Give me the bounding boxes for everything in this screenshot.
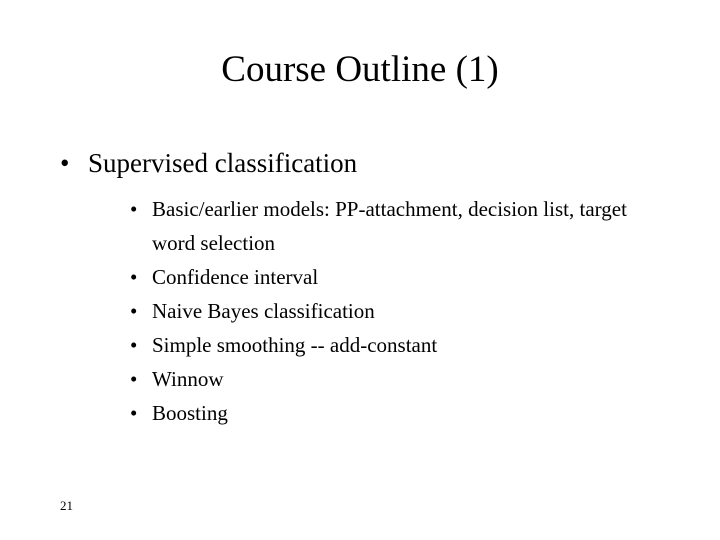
bullet-marker: • — [130, 265, 138, 289]
sub-bullet — [130, 294, 670, 328]
sub-bullet — [130, 396, 670, 430]
sub-bullet-text: Winnow — [152, 367, 224, 391]
main-bullet-text: Supervised classification — [88, 148, 358, 178]
bullet-marker: • — [130, 299, 138, 323]
bullet-marker: • — [60, 148, 70, 178]
sub-bullet — [130, 260, 670, 294]
bullet-marker: • — [130, 367, 138, 391]
sub-bullet-text: Confidence interval — [152, 265, 319, 289]
sub-bullet-list — [130, 192, 670, 430]
main-bullet — [60, 143, 357, 183]
bullet-marker: • — [130, 197, 138, 221]
slide-title: Course Outline (1) — [221, 49, 499, 90]
sub-bullet-text: Naive Bayes classification — [152, 299, 375, 323]
sub-bullet-text: Basic/earlier models: PP-attachment, decision list, target word selection — [152, 197, 627, 255]
sub-bullet — [130, 192, 670, 260]
sub-bullet — [130, 362, 670, 396]
page-number: 21 — [60, 498, 73, 513]
sub-bullet-text: Simple smoothing -- add-constant — [152, 333, 438, 357]
sub-bullet — [130, 328, 670, 362]
bullet-marker: • — [130, 333, 138, 357]
bullet-marker: • — [130, 401, 138, 425]
sub-bullet-text: Boosting — [152, 401, 228, 425]
